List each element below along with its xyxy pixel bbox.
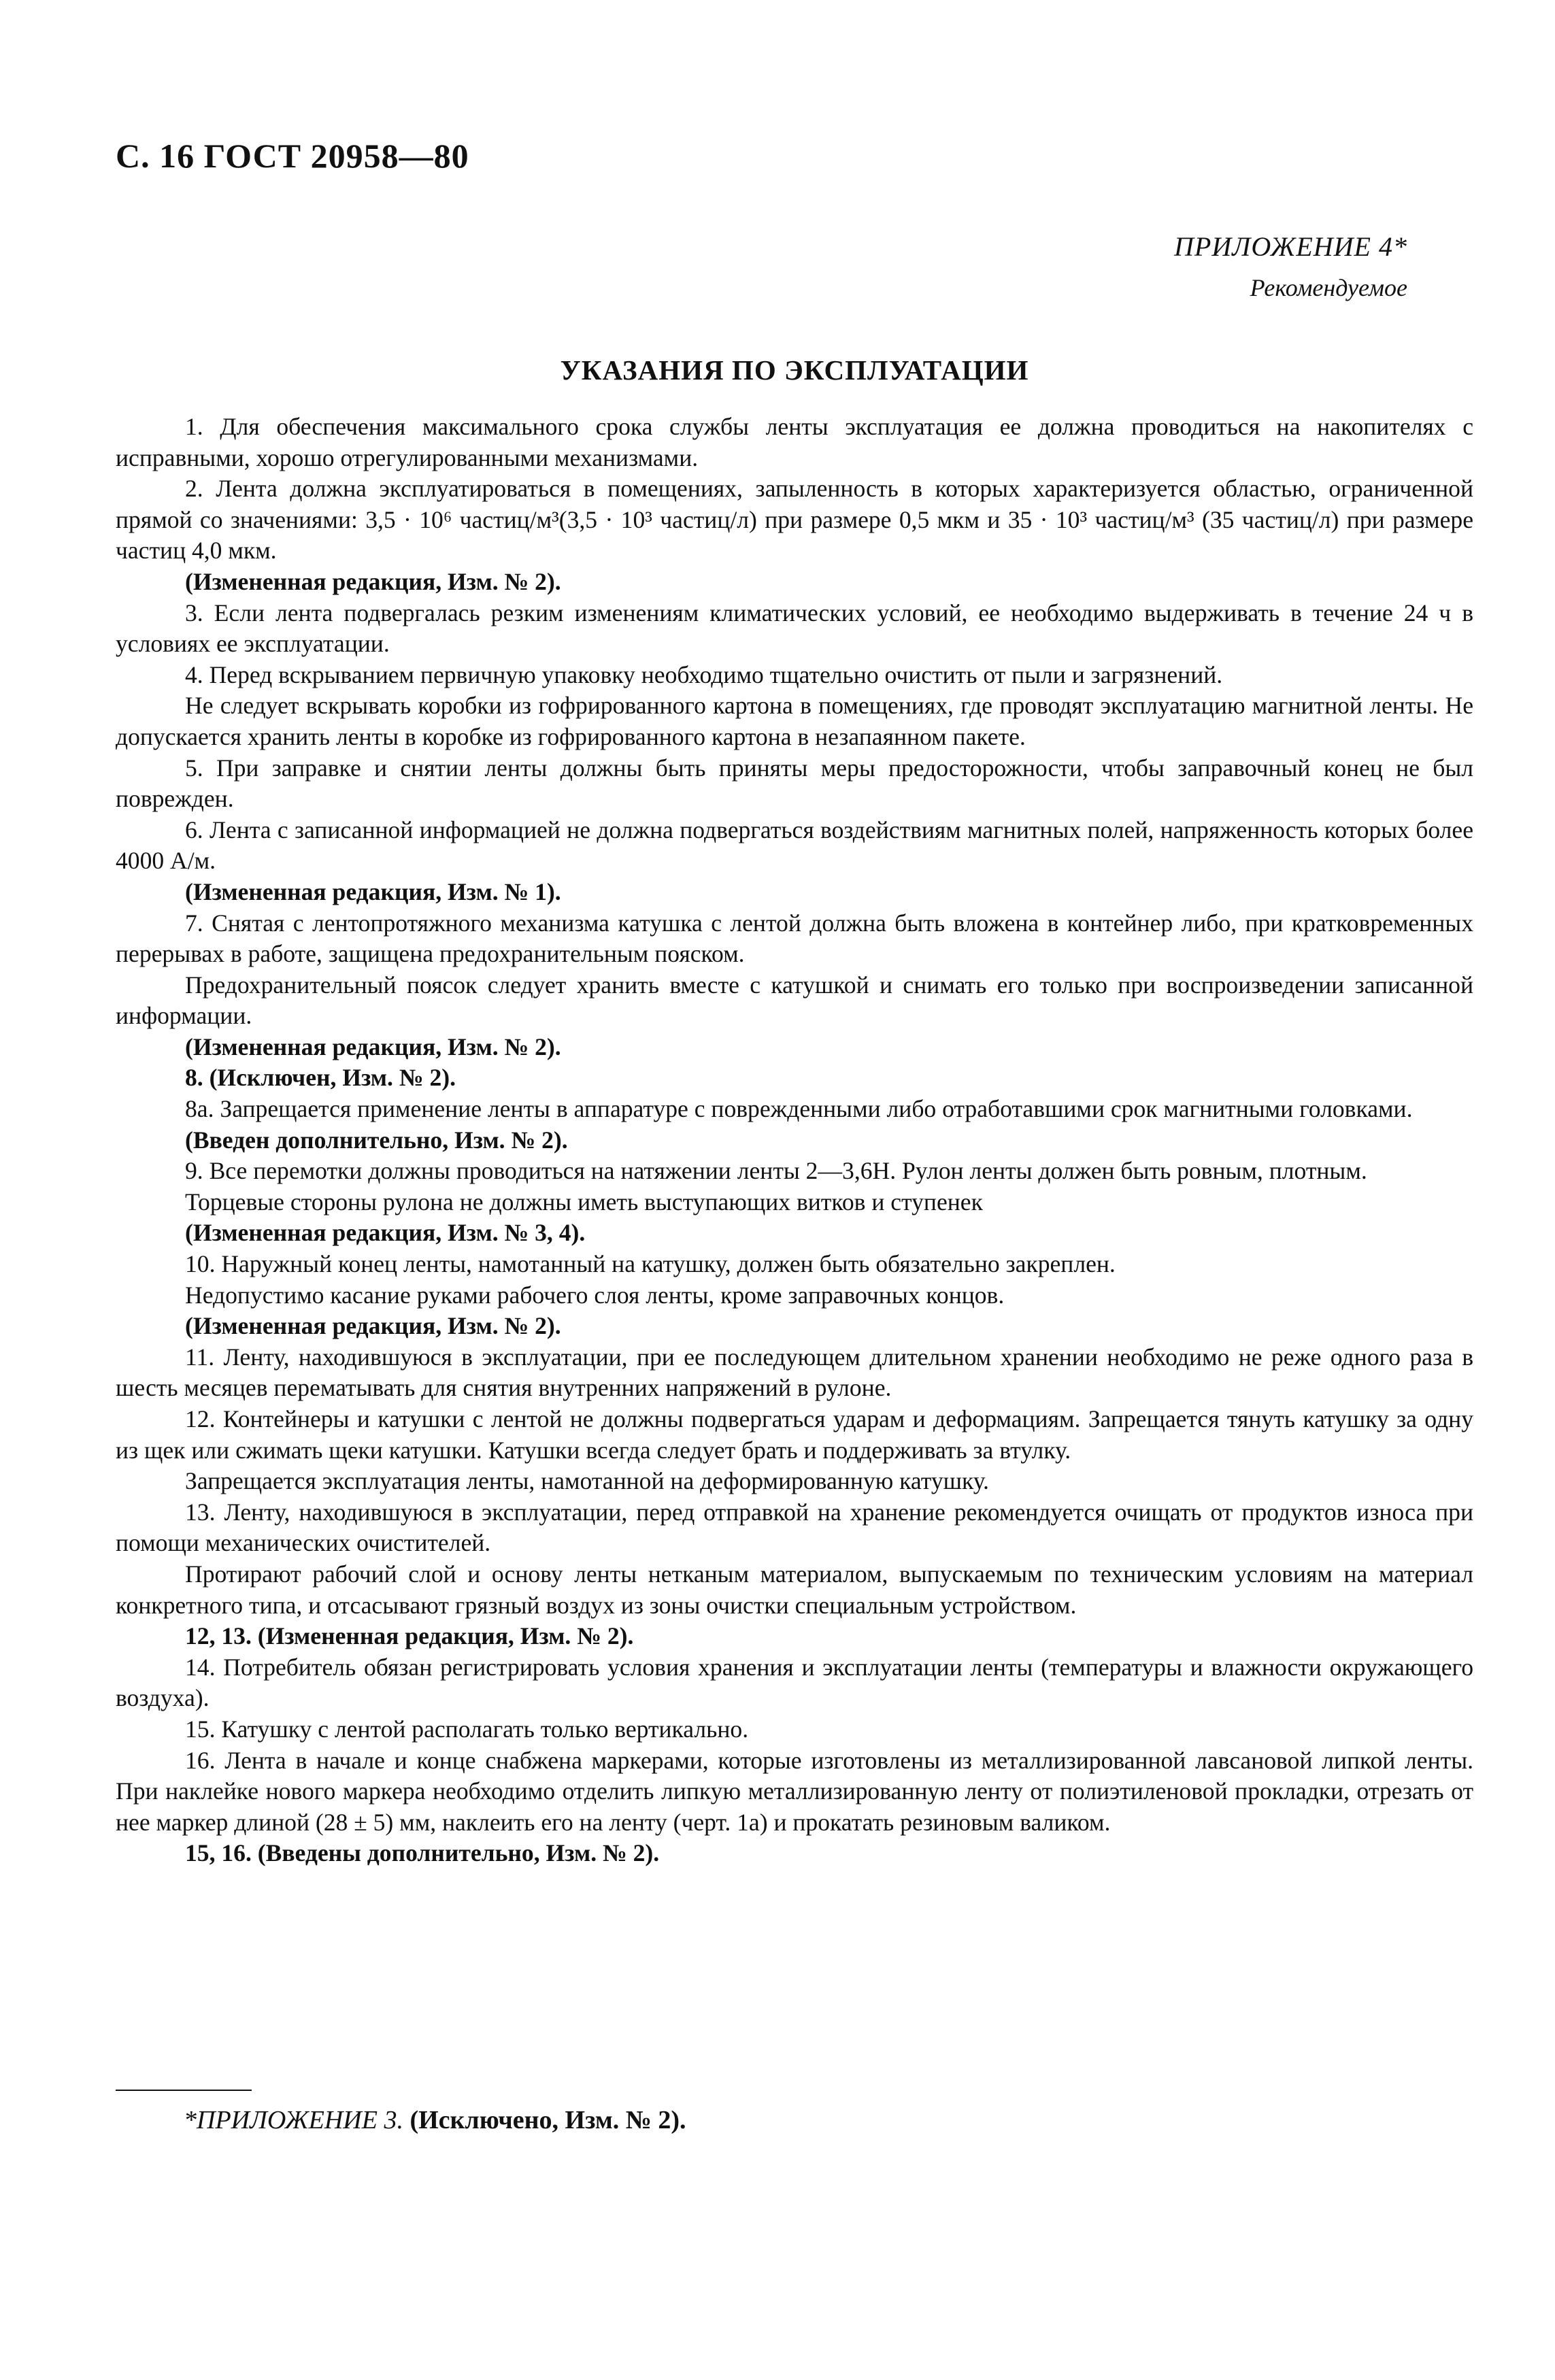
amendment-note: 12, 13. (Измененная редакция, Изм. № 2). [185, 1622, 634, 1650]
footnote-note: (Исключено, Изм. № 2). [409, 2106, 686, 2134]
amendment-note: 15, 16. (Введены дополнительно, Изм. № 2). [185, 1839, 660, 1867]
paragraph: 7. Снятая с лентопротяжного механизма катушка с лентой должна быть вложена в контейнер либо, при кратковременных перерывах в работе, защищена предохранительным пояском. [116, 909, 1473, 968]
amendment-note: (Измененная редакция, Изм. № 2). [185, 567, 561, 595]
paragraph: Торцевые стороны рулона не должны иметь выступающих витков и ступенек [185, 1188, 983, 1216]
paragraph: Недопустимо касание руками рабочего слоя ленты, кроме заправочных концов. [185, 1281, 1005, 1309]
footnote-divider [116, 2090, 252, 2091]
paragraph: 11. Ленту, находившуюся в эксплуатации, при ее последующем длительном хранении необходимо не реже одного раза в шесть месяцев перематывать для снятия внутренних напряжений в рулоне. [116, 1343, 1473, 1402]
paragraph: 5. При заправке и снятии ленты должны быть приняты меры предосторожности, чтобы заправочный конец не был поврежден. [116, 754, 1473, 813]
paragraph: 13. Ленту, находившуюся в эксплуатации, перед отправкой на хранение рекомендуется очищать от продуктов износа при помощи механических очистителей. [116, 1498, 1473, 1557]
paragraph: Предохранительный поясок следует хранить вместе с катушкой и снимать его только при воспроизведении записанной информации. [116, 971, 1473, 1030]
paragraph: 16. Лента в начале и конце снабжена маркерами, которые изготовлены из металлизированной лавсановой липкой ленты. При наклейке нового маркера необходимо отделить липкую металлизированную ленту от полиэтиленовой прокладки, отрезать от нее маркер длиной (28 ± 5) мм, наклеить его на ленту (черт. 1а) и прокатать резиновым валиком. [116, 1746, 1473, 1836]
paragraph: 4. Перед вскрыванием первичную упаковку необходимо тщательно очистить от пыли и загрязнений. [185, 660, 1223, 688]
paragraph: 3. Если лента подвергалась резким изменениям климатических условий, ее необходимо выдерживать в течение 24 ч в условиях ее эксплуатации. [116, 599, 1473, 658]
paragraph: 12. Контейнеры и катушки с лентой не должны подвергаться ударам и деформациям. Запрещается тянуть катушку за одну из щек или сжимать щеки катушки. Катушки всегда следует брать и поддерживать за втулку. [116, 1405, 1473, 1464]
document-body [116, 412, 1473, 1869]
appendix-subtitle: Рекомендуемое [1250, 274, 1407, 301]
amendment-note: 8. (Исключен, Изм. № 2). [185, 1064, 456, 1092]
paragraph: 6. Лента с записанной информацией не должна подвергаться воздействиям магнитных полей, напряженность которых более 4000 А/м. [116, 816, 1473, 875]
appendix-heading [1174, 227, 1407, 308]
paragraph: 14. Потребитель обязан регистрировать условия хранения и эксплуатации ленты (температуры и влажности окружающего воздуха). [116, 1653, 1473, 1712]
paragraph: 10. Наружный конец ленты, намотанный на катушку, должен быть обязательно закреплен. [185, 1250, 1116, 1278]
amendment-note: (Измененная редакция, Изм. № 2). [185, 1033, 561, 1060]
paragraph: Не следует вскрывать коробки из гофрированного картона в помещениях, где проводят эксплуатацию магнитной ленты. Не допускается хранить ленты в коробке из гофрированного картона в незапаянном пакете. [116, 692, 1473, 750]
paragraph: Протирают рабочий слой и основу ленты нетканым материалом, выпускаемым по техническим условиям на материал конкретного типа, и отсасывают грязный воздух из зоны очистки специальным устройством. [116, 1560, 1473, 1619]
amendment-note: (Измененная редакция, Изм. № 3, 4). [185, 1219, 586, 1247]
paragraph: 8а. Запрещается применение ленты в аппаратуре с поврежденными либо отработавшими срок магнитными головками. [185, 1095, 1413, 1123]
amendment-note: (Введен дополнительно, Изм. № 2). [185, 1126, 568, 1154]
amendment-note: (Измененная редакция, Изм. № 1). [185, 877, 561, 905]
paragraph: 15. Катушку с лентой располагать только вертикально. [185, 1715, 749, 1743]
footnote [184, 2103, 686, 2137]
paragraph: 9. Все перемотки должны проводиться на натяжении ленты 2—3,6Н. Рулон ленты должен быть ровным, плотным. [185, 1157, 1367, 1185]
paragraph: 1. Для обеспечения максимального срока службы ленты эксплуатация ее должна проводиться на накопителях с исправными, хорошо отрегулированными механизмами. [116, 413, 1473, 471]
page-header: С. 16 ГОСТ 20958—80 [116, 137, 469, 175]
paragraph: Запрещается эксплуатация ленты, намотанной на деформированную катушку. [185, 1467, 989, 1495]
footnote-label: *ПРИЛОЖЕНИЕ 3. [184, 2106, 403, 2134]
amendment-note: (Измененная редакция, Изм. № 2). [185, 1312, 561, 1340]
paragraph: 2. Лента должна эксплуатироваться в помещениях, запыленность в которых характеризуется областью, ограниченной прямой со значениями: 3,5 · 10⁶ частиц/м³(3,5 · 10³ частиц/л) при размере 0,5 мкм и 35 · 10³ частиц/м³ (35 частиц/л) при размере частиц 4,0 мкм. [116, 475, 1473, 565]
appendix-title: ПРИЛОЖЕНИЕ 4* [1174, 231, 1407, 262]
document-title: УКАЗАНИЯ ПО ЭКСПЛУАТАЦИИ [560, 354, 1029, 386]
